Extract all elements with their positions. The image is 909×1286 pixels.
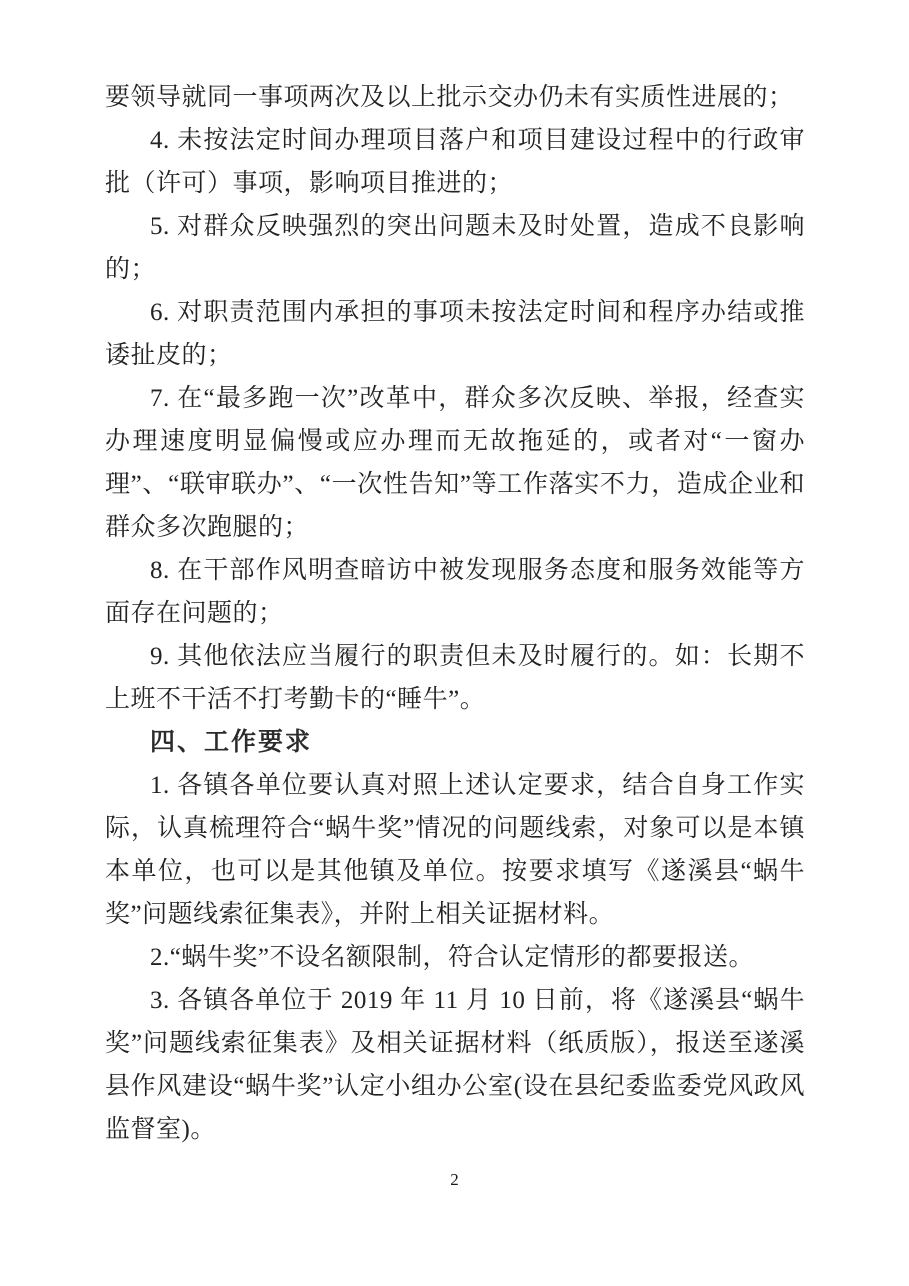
paragraph-continued-item-3: 要领导就同一事项两次及以上批示交办仍未有实质性进展的；: [105, 84, 794, 111]
paragraph-item-6: 6. 对职责范围内承担的事项未按法定时间和程序办结或推诿扯皮的；: [105, 299, 805, 369]
page-number: 2: [450, 1170, 459, 1189]
paragraph-requirement-1: 1. 各镇各单位要认真对照上述认定要求，结合自身工作实际，认真梳理符合“蜗牛奖”情况的问题线索，对象可以是本镇本单位，也可以是其他镇及单位。按要求填写《遂溪县“蜗牛奖”问题线索征集表》，并附上相关证据材料。: [105, 772, 805, 928]
paragraph-item-7: 7. 在“最多跑一次”改革中，群众多次反映、举报，经查实办理速度明显偏慢或应办理而无故拖延的，或者对“一窗办理”、“联审联办”、“一次性告知”等工作落实不力，造成企业和群众多次跑腿的；: [105, 385, 805, 541]
section-heading-work-requirements: 四、工作要求: [150, 728, 313, 756]
paragraph-requirement-2: 2.“蜗牛奖”不设名额限制，符合认定情形的都要报送。: [150, 944, 754, 971]
paragraph-requirement-3: 3. 各镇各单位于 2019 年 11 月 10 日前，将《遂溪县“蜗牛奖”问题线索征集表》及相关证据材料（纸质版），报送至遂溪县作风建设“蜗牛奖”认定小组办公室(设在县纪委监委党风政风监督室)。: [105, 987, 805, 1143]
paragraph-item-5: 5. 对群众反映强烈的突出问题未及时处置，造成不良影响的；: [105, 213, 805, 283]
paragraph-item-4: 4. 未按法定时间办理项目落户和项目建设过程中的行政审批（许可）事项，影响项目推进的；: [105, 127, 805, 197]
paragraph-item-9: 9. 其他依法应当履行的职责但未及时履行的。如：长期不上班不干活不打考勤卡的“睡牛”。: [105, 643, 805, 713]
document-body: [105, 76, 805, 1151]
paragraph-item-8: 8. 在干部作风明查暗访中被发现服务态度和服务效能等方面存在问题的；: [105, 557, 805, 627]
